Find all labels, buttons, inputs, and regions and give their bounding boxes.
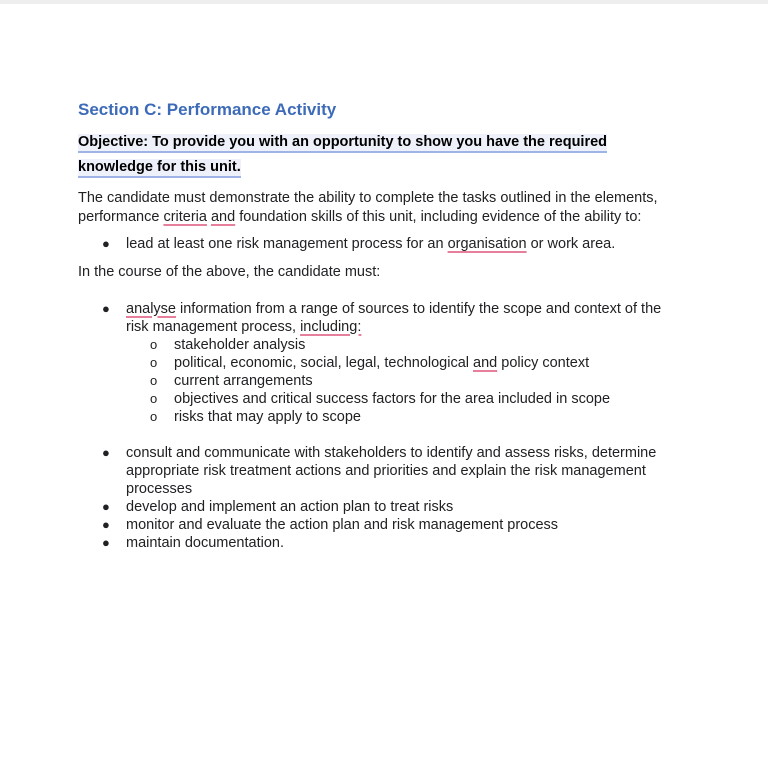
- list-item-text: monitor and evaluate the action plan and risk management process: [126, 516, 559, 533]
- bullet-icon: ●: [102, 444, 110, 460]
- list-item-text: consult and communicate with stakeholders to identify and assess risks, determine appropriate risk treatment actions and priorities and explain the risk management processes: [126, 444, 657, 497]
- circle-bullet-icon: o: [150, 408, 158, 424]
- list-item-analyse[interactable]: [78, 300, 678, 426]
- sub-list-item[interactable]: [126, 354, 678, 372]
- bullet-icon: ●: [102, 534, 110, 550]
- list-item-monitor[interactable]: [78, 516, 678, 534]
- sub-item-text: objectives and critical success factors for the area included in scope: [174, 390, 611, 407]
- intro-paragraph[interactable]: [78, 189, 678, 226]
- intro-text-1: The candidate must demonstrate the ability to complete the tasks outlined in the elements, performance: [78, 190, 658, 225]
- spellcheck-word-and[interactable]: and: [473, 354, 498, 371]
- objective-highlight: Objective: To provide you with an opportunity to show you have the required knowledge for this unit.: [78, 134, 607, 178]
- course-paragraph[interactable]: In the course of the above, the candidate must:: [78, 264, 381, 280]
- sub-list-item[interactable]: [126, 336, 678, 354]
- list-item-text: develop and implement an action plan to treat risks: [126, 498, 454, 515]
- sub-item-text: stakeholder analysis: [174, 336, 306, 353]
- sub-list-item[interactable]: [126, 408, 678, 426]
- spellcheck-word-and[interactable]: and: [210, 208, 236, 225]
- document-page: [78, 98, 678, 552]
- sub-item-text-end: policy context: [497, 354, 590, 371]
- list-item-text: maintain documentation.: [126, 534, 284, 551]
- intro-text-2: foundation skills of this unit, including evidence of the ability to:: [235, 208, 642, 225]
- bullet-icon: ●: [102, 498, 110, 514]
- circle-bullet-icon: o: [150, 390, 158, 406]
- sub-item-text: current arrangements: [174, 372, 313, 389]
- list-item-text: information from a range of sources to identify the scope and context of the risk management process,: [126, 300, 662, 335]
- spellcheck-word-criteria[interactable]: criteria: [163, 208, 207, 225]
- top-border: [0, 0, 768, 4]
- list-item-consult[interactable]: [78, 444, 678, 498]
- list-item-develop[interactable]: [78, 498, 678, 516]
- sub-list-item[interactable]: [126, 372, 678, 390]
- bullet-icon: ●: [102, 236, 110, 251]
- spellcheck-word-analyse[interactable]: analyse: [126, 300, 176, 317]
- spellcheck-word-organisation[interactable]: organisation: [447, 236, 527, 252]
- circle-bullet-icon: o: [150, 336, 158, 352]
- list-item-text: lead at least one risk management process for an: [126, 236, 448, 252]
- circle-bullet-icon: o: [150, 354, 158, 370]
- section-heading: Section C: Performance Activity: [78, 100, 337, 119]
- objective-text[interactable]: [78, 130, 678, 180]
- spellcheck-word-including[interactable]: including:: [300, 318, 362, 335]
- list-item-text-end: or work area.: [526, 236, 616, 252]
- sub-item-text: risks that may apply to scope: [174, 408, 361, 425]
- first-bullet-list: [78, 235, 678, 253]
- bullet-icon: ●: [102, 516, 110, 532]
- sub-item-text: political, economic, social, legal, technological: [174, 354, 474, 371]
- list-item-maintain[interactable]: [78, 534, 678, 552]
- bullet-icon: ●: [102, 300, 110, 316]
- sub-list-item[interactable]: [126, 390, 678, 408]
- circle-bullet-icon: o: [150, 372, 158, 388]
- list-item[interactable]: [78, 235, 678, 253]
- sub-bullet-list: [126, 336, 678, 426]
- main-bullet-list: [78, 300, 678, 552]
